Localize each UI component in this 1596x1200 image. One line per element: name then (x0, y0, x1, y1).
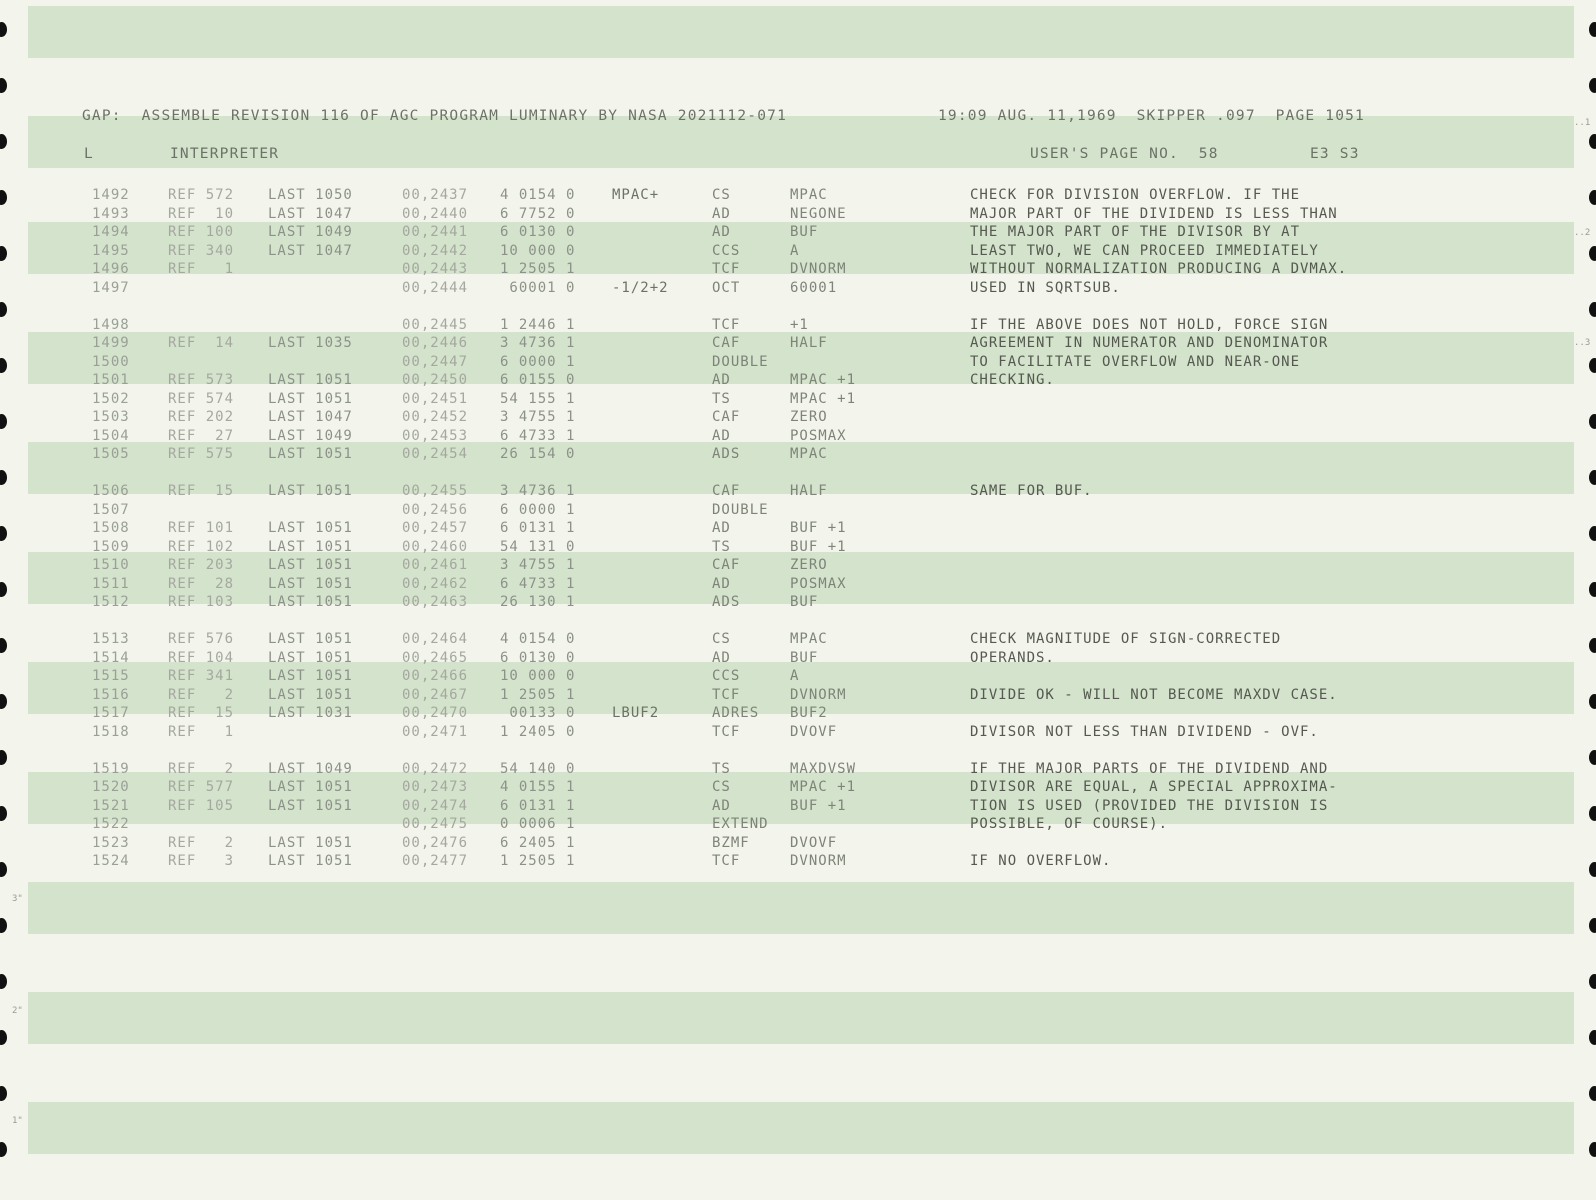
line-number: 1516 (92, 686, 130, 703)
address: 00,2444 (402, 279, 469, 296)
address: 00,2453 (402, 427, 469, 444)
comment: MAJOR PART OF THE DIVIDEND IS LESS THAN (970, 205, 1338, 222)
tractor-hole (0, 358, 7, 373)
opcode: CS (712, 631, 731, 647)
line-number: 1524 (92, 853, 130, 869)
operand: DVNORM (790, 261, 847, 277)
opcode: CAF (712, 409, 741, 425)
line-number: 1496 (92, 261, 130, 277)
line-number: 1514 (92, 649, 130, 666)
address: 00,2440 (402, 205, 469, 222)
operand: BUF2 (790, 705, 828, 721)
last-ref: LAST 1051 (268, 446, 353, 462)
tractor-hole (1589, 526, 1596, 541)
last-ref: LAST 1051 (268, 834, 353, 851)
last-ref: LAST 1049 (268, 224, 353, 240)
ref-count: REF 14 (168, 335, 235, 351)
last-ref: LAST 1050 (268, 187, 353, 203)
operand: BUF +1 (790, 538, 847, 555)
comment: IF THE ABOVE DOES NOT HOLD, FORCE SIGN (970, 316, 1329, 333)
line-number: 1510 (92, 557, 130, 573)
comment: TO FACILITATE OVERFLOW AND NEAR-ONE (970, 353, 1301, 370)
tractor-hole (1589, 358, 1596, 373)
tractor-hole (0, 526, 7, 541)
ref-count: REF 105 (168, 797, 235, 814)
comment: DIVISOR ARE EQUAL, A SPECIAL APPROXIMA- (970, 779, 1338, 795)
last-ref: LAST 1047 (268, 409, 353, 425)
line-number: 1520 (92, 779, 130, 795)
ref-count: REF 1 (168, 261, 235, 277)
octal-code: 6 0155 0 (500, 372, 576, 388)
tractor-hole (0, 974, 7, 989)
opcode: DOUBLE (712, 501, 769, 518)
last-ref: LAST 1051 (268, 686, 353, 703)
last-ref: LAST 1047 (268, 205, 353, 222)
tractor-hole (1589, 190, 1596, 205)
octal-code: 6 0131 1 (500, 797, 576, 814)
comment: OPERANDS. (970, 649, 1055, 666)
operand: MPAC (790, 187, 828, 203)
ref-count: REF 3 (168, 853, 235, 869)
opcode: ADRES (712, 705, 760, 721)
address: 00,2463 (402, 594, 469, 610)
opcode: TCF (712, 853, 741, 869)
tractor-hole (1589, 974, 1596, 989)
octal-code: 00133 0 (500, 705, 576, 721)
line-number: 1503 (92, 409, 130, 425)
opcode: CAF (712, 335, 741, 351)
address: 00,2472 (402, 760, 469, 777)
address: 00,2476 (402, 834, 469, 851)
octal-code: 6 0130 0 (500, 649, 576, 666)
ref-count: REF 574 (168, 390, 235, 407)
operand: A (790, 242, 800, 259)
operand: ZERO (790, 557, 828, 573)
octal-code: 1 2505 1 (500, 261, 576, 277)
opcode: TCF (712, 723, 741, 740)
comment: DIVISOR NOT LESS THAN DIVIDEND - OVF. (970, 723, 1319, 740)
ref-count: REF 27 (168, 427, 235, 444)
comment: WITHOUT NORMALIZATION PRODUCING A DVMAX. (970, 261, 1348, 277)
address: 00,2460 (402, 538, 469, 555)
octal-code: 1 2405 0 (500, 723, 576, 740)
tractor-hole (0, 862, 7, 877)
operand: +1 (790, 316, 809, 333)
inch-mark: 3" (12, 894, 23, 904)
opcode: CAF (712, 483, 741, 499)
address: 00,2441 (402, 224, 469, 240)
opcode: AD (712, 575, 731, 592)
comment: TION IS USED (PROVIDED THE DIVISION IS (970, 797, 1329, 814)
address: 00,2474 (402, 797, 469, 814)
comment: CHECKING. (970, 372, 1055, 388)
opcode: OCT (712, 279, 741, 296)
last-ref: LAST 1049 (268, 427, 353, 444)
line-number: 1494 (92, 224, 130, 240)
section-name: INTERPRETER (170, 146, 280, 162)
tractor-hole (0, 1142, 7, 1157)
ref-count: REF 15 (168, 705, 235, 721)
octal-code: 3 4755 1 (500, 557, 576, 573)
tractor-hole (0, 918, 7, 933)
tractor-hole (1589, 302, 1596, 317)
line-number: 1519 (92, 760, 130, 777)
operand: BUF +1 (790, 797, 847, 814)
last-ref: LAST 1031 (268, 705, 353, 721)
line-number: 1497 (92, 279, 130, 296)
octal-code: 6 7752 0 (500, 205, 576, 222)
octal-code: 1 2505 1 (500, 686, 576, 703)
octal-code: 6 4733 1 (500, 575, 576, 592)
octal-code: 4 0154 0 (500, 631, 576, 647)
opcode: DOUBLE (712, 353, 769, 370)
address: 00,2442 (402, 242, 469, 259)
operand: 60001 (790, 279, 838, 296)
opcode: AD (712, 224, 731, 240)
ref-count: REF 15 (168, 483, 235, 499)
opcode: CS (712, 187, 731, 203)
line-number: 1513 (92, 631, 130, 647)
opcode: TCF (712, 261, 741, 277)
ref-count: REF 341 (168, 668, 235, 684)
comment: IF THE MAJOR PARTS OF THE DIVIDEND AND (970, 760, 1329, 777)
last-ref: LAST 1051 (268, 538, 353, 555)
label: LBUF2 (612, 705, 660, 721)
address: 00,2462 (402, 575, 469, 592)
line-number: 1506 (92, 483, 130, 499)
tractor-hole (1589, 862, 1596, 877)
address: 00,2477 (402, 853, 469, 869)
ref-count: REF 572 (168, 187, 235, 203)
tractor-hole (1589, 1086, 1596, 1101)
ref-count: REF 1 (168, 723, 235, 740)
ref-count: REF 2 (168, 760, 235, 777)
green-bar-band (28, 882, 1574, 934)
tractor-hole (0, 470, 7, 485)
operand: MAXDVSW (790, 760, 857, 777)
label: -1/2+2 (612, 279, 669, 296)
page-codes: E3 S3 (1310, 146, 1360, 162)
ref-count: REF 101 (168, 520, 235, 536)
tractor-hole (0, 750, 7, 765)
last-ref: LAST 1051 (268, 520, 353, 536)
ref-count: REF 2 (168, 834, 235, 851)
opcode: ADS (712, 594, 741, 610)
tractor-hole (0, 78, 7, 93)
last-ref: LAST 1047 (268, 242, 353, 259)
tractor-hole (1589, 246, 1596, 261)
address: 00,2475 (402, 816, 469, 832)
operand: BUF +1 (790, 520, 847, 536)
tractor-hole (0, 806, 7, 821)
address: 00,2454 (402, 446, 469, 462)
octal-code: 1 2446 1 (500, 316, 576, 333)
octal-code: 10 000 0 (500, 668, 576, 684)
address: 00,2451 (402, 390, 469, 407)
last-ref: LAST 1035 (268, 335, 353, 351)
ref-count: REF 10 (168, 205, 235, 222)
tractor-hole (0, 1086, 7, 1101)
operand: POSMAX (790, 575, 847, 592)
right-margin-mark: ..2 (1574, 228, 1591, 238)
line-number: 1507 (92, 501, 130, 518)
right-margin-mark: ..3 (1574, 338, 1591, 348)
address: 00,2437 (402, 187, 469, 203)
opcode: TCF (712, 316, 741, 333)
comment: DIVIDE OK - WILL NOT BECOME MAXDV CASE. (970, 686, 1338, 703)
address: 00,2466 (402, 668, 469, 684)
last-ref: LAST 1051 (268, 390, 353, 407)
tractor-hole (0, 22, 7, 37)
octal-code: 3 4736 1 (500, 483, 576, 499)
ref-count: REF 202 (168, 409, 235, 425)
operand: ZERO (790, 409, 828, 425)
opcode: AD (712, 427, 731, 444)
opcode: TS (712, 538, 731, 555)
tractor-hole (1589, 582, 1596, 597)
octal-code: 6 0130 0 (500, 224, 576, 240)
opcode: TS (712, 760, 731, 777)
inch-mark: 1" (12, 1116, 23, 1126)
octal-code: 6 0131 1 (500, 520, 576, 536)
address: 00,2457 (402, 520, 469, 536)
comment: LEAST TWO, WE CAN PROCEED IMMEDIATELY (970, 242, 1319, 259)
octal-code: 0 0006 1 (500, 816, 576, 832)
opcode: BZMF (712, 834, 750, 851)
tractor-hole (1589, 694, 1596, 709)
octal-code: 60001 0 (500, 279, 576, 296)
ref-count: REF 573 (168, 372, 235, 388)
operand: DVOVF (790, 723, 838, 740)
last-ref: LAST 1051 (268, 797, 353, 814)
ref-count: REF 103 (168, 594, 235, 610)
opcode: AD (712, 205, 731, 222)
line-number: 1508 (92, 520, 130, 536)
line-number: 1521 (92, 797, 130, 814)
timestamp-page-info: 19:09 AUG. 11,1969 SKIPPER .097 PAGE 1051 (938, 108, 1365, 124)
tractor-hole (0, 1030, 7, 1045)
operand: MPAC +1 (790, 372, 857, 388)
line-number: 1518 (92, 723, 130, 740)
operand: DVNORM (790, 686, 847, 703)
tractor-hole (0, 134, 7, 149)
operand: BUF (790, 594, 819, 610)
tractor-hole (0, 582, 7, 597)
line-number: 1504 (92, 427, 130, 444)
users-page-number: USER'S PAGE NO. 58 (1030, 146, 1219, 162)
ref-count: REF 576 (168, 631, 235, 647)
octal-code: 54 140 0 (500, 760, 576, 777)
tractor-hole (1589, 1030, 1596, 1045)
comment: CHECK MAGNITUDE OF SIGN-CORRECTED (970, 631, 1282, 647)
address: 00,2465 (402, 649, 469, 666)
comment: POSSIBLE, OF COURSE). (970, 816, 1169, 832)
ref-count: REF 102 (168, 538, 235, 555)
last-ref: LAST 1051 (268, 372, 353, 388)
operand: MPAC (790, 446, 828, 462)
opcode: AD (712, 520, 731, 536)
last-ref: LAST 1051 (268, 631, 353, 647)
octal-code: 6 2405 1 (500, 834, 576, 851)
label: MPAC+ (612, 187, 660, 203)
last-ref: LAST 1051 (268, 575, 353, 592)
address: 00,2455 (402, 483, 469, 499)
tractor-hole (1589, 918, 1596, 933)
comment: AGREEMENT IN NUMERATOR AND DENOMINATOR (970, 335, 1329, 351)
opcode: AD (712, 372, 731, 388)
octal-code: 3 4755 1 (500, 409, 576, 425)
last-ref: LAST 1051 (268, 557, 353, 573)
ref-count: REF 2 (168, 686, 235, 703)
last-ref: LAST 1051 (268, 853, 353, 869)
log-letter: L (84, 146, 94, 162)
opcode: AD (712, 649, 731, 666)
tractor-hole (1589, 638, 1596, 653)
right-margin-mark: ..1 (1574, 118, 1591, 128)
ref-count: REF 104 (168, 649, 235, 666)
address: 00,2446 (402, 335, 469, 351)
line-number: 1512 (92, 594, 130, 610)
green-bar-band (28, 992, 1574, 1044)
octal-code: 54 155 1 (500, 390, 576, 407)
tractor-hole (1589, 470, 1596, 485)
address: 00,2461 (402, 557, 469, 573)
operand: MPAC +1 (790, 779, 857, 795)
operand: HALF (790, 483, 828, 499)
tractor-hole (1589, 1142, 1596, 1157)
comment: CHECK FOR DIVISION OVERFLOW. IF THE (970, 187, 1301, 203)
inch-mark: 2" (12, 1006, 23, 1016)
tractor-hole (0, 694, 7, 709)
line-number: 1501 (92, 372, 130, 388)
address: 00,2456 (402, 501, 469, 518)
last-ref: LAST 1051 (268, 594, 353, 610)
octal-code: 26 154 0 (500, 446, 576, 462)
operand: HALF (790, 335, 828, 351)
line-number: 1495 (92, 242, 130, 259)
operand: BUF (790, 649, 819, 666)
ref-count: REF 340 (168, 242, 235, 259)
tractor-hole (0, 638, 7, 653)
ref-count: REF 28 (168, 575, 235, 592)
opcode: CCS (712, 668, 741, 684)
last-ref: LAST 1051 (268, 483, 353, 499)
opcode: CAF (712, 557, 741, 573)
operand: POSMAX (790, 427, 847, 444)
operand: NEGONE (790, 205, 847, 222)
comment: THE MAJOR PART OF THE DIVISOR BY AT (970, 224, 1301, 240)
address: 00,2471 (402, 723, 469, 740)
line-number: 1522 (92, 816, 130, 832)
octal-code: 6 4733 1 (500, 427, 576, 444)
tractor-hole (0, 414, 7, 429)
last-ref: LAST 1051 (268, 779, 353, 795)
line-number: 1493 (92, 205, 130, 222)
opcode: EXTEND (712, 816, 769, 832)
octal-code: 4 0155 1 (500, 779, 576, 795)
last-ref: LAST 1049 (268, 760, 353, 777)
octal-code: 4 0154 0 (500, 187, 576, 203)
octal-code: 3 4736 1 (500, 335, 576, 351)
operand: MPAC +1 (790, 390, 857, 407)
tractor-hole (0, 246, 7, 261)
tractor-hole (0, 190, 7, 205)
line-number: 1511 (92, 575, 130, 592)
last-ref: LAST 1051 (268, 668, 353, 684)
octal-code: 6 0000 1 (500, 353, 576, 370)
program-title: GAP: ASSEMBLE REVISION 116 OF AGC PROGRAM LUMINARY BY NASA 2021112-071 (82, 108, 788, 124)
operand: DVOVF (790, 834, 838, 851)
address: 00,2452 (402, 409, 469, 425)
comment: IF NO OVERFLOW. (970, 853, 1112, 869)
line-number: 1498 (92, 316, 130, 333)
opcode: TS (712, 390, 731, 407)
address: 00,2450 (402, 372, 469, 388)
opcode: CCS (712, 242, 741, 259)
green-bar-band (28, 6, 1574, 58)
line-number: 1499 (92, 335, 130, 351)
address: 00,2443 (402, 261, 469, 277)
ref-count: REF 575 (168, 446, 235, 462)
comment: SAME FOR BUF. (970, 483, 1093, 499)
line-number: 1515 (92, 668, 130, 684)
ref-count: REF 203 (168, 557, 235, 573)
tractor-hole (0, 302, 7, 317)
octal-code: 10 000 0 (500, 242, 576, 259)
green-bar-band (28, 1102, 1574, 1154)
octal-code: 6 0000 1 (500, 501, 576, 518)
address: 00,2470 (402, 705, 469, 721)
ref-count: REF 100 (168, 224, 235, 240)
operand: A (790, 668, 800, 684)
octal-code: 1 2505 1 (500, 853, 576, 869)
tractor-hole (1589, 750, 1596, 765)
line-number: 1517 (92, 705, 130, 721)
tractor-hole (1589, 414, 1596, 429)
opcode: ADS (712, 446, 741, 462)
opcode: CS (712, 779, 731, 795)
tractor-hole (1589, 22, 1596, 37)
operand: DVNORM (790, 853, 847, 869)
line-number: 1523 (92, 834, 130, 851)
last-ref: LAST 1051 (268, 649, 353, 666)
address: 00,2473 (402, 779, 469, 795)
line-number: 1505 (92, 446, 130, 462)
tractor-hole (1589, 78, 1596, 93)
opcode: TCF (712, 686, 741, 703)
line-number: 1500 (92, 353, 130, 370)
address: 00,2467 (402, 686, 469, 703)
line-number: 1502 (92, 390, 130, 407)
octal-code: 26 130 1 (500, 594, 576, 610)
operand: MPAC (790, 631, 828, 647)
ref-count: REF 577 (168, 779, 235, 795)
address: 00,2464 (402, 631, 469, 647)
tractor-hole (1589, 806, 1596, 821)
line-number: 1509 (92, 538, 130, 555)
address: 00,2445 (402, 316, 469, 333)
comment: USED IN SQRTSUB. (970, 279, 1121, 296)
opcode: AD (712, 797, 731, 814)
line-number: 1492 (92, 187, 130, 203)
address: 00,2447 (402, 353, 469, 370)
operand: BUF (790, 224, 819, 240)
octal-code: 54 131 0 (500, 538, 576, 555)
tractor-hole (1589, 134, 1596, 149)
